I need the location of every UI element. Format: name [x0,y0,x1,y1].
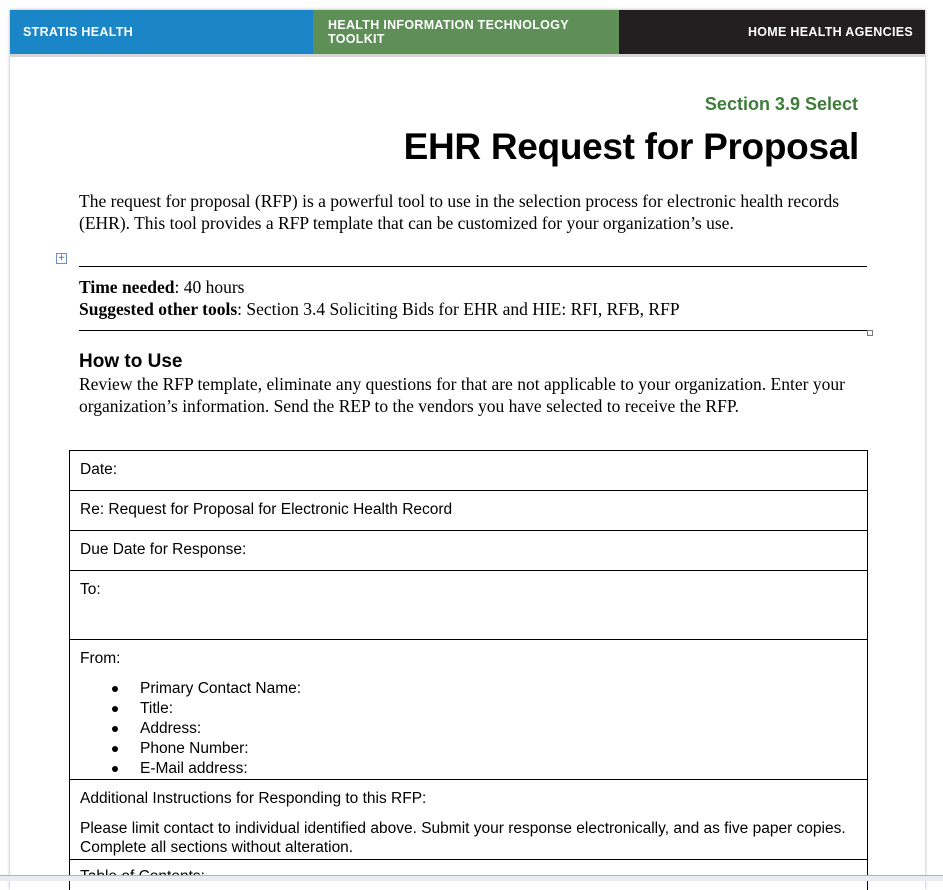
due-date-cell[interactable]: Due Date for Response: [70,531,868,571]
banner-home-health: HOME HEALTH AGENCIES [619,10,925,54]
intro-paragraph: The request for proposal (RFP) is a powerful tool to use in the selection process for electronic health records (EHR). This tool provides a RFP template that can be customized for your organization’s use. [79,190,869,234]
re-cell[interactable]: Re: Request for Proposal for Electronic Health Record [70,491,868,531]
rfp-template-table [69,450,868,890]
window-bottom-edge [0,875,943,881]
to-cell[interactable]: To: [70,571,868,640]
time-needed [79,276,869,298]
from-cell[interactable] [70,640,868,780]
document-page [10,10,925,890]
list-item: Primary Contact Name: [140,679,867,699]
divider [79,266,867,267]
list-item: Phone Number: [140,739,867,759]
instructions-body: Please limit contact to individual identified above. Submit your response electronically, and as five paper copies. Complete all sections without alteration. [80,819,867,857]
banner-toolkit: HEALTH INFORMATION TECHNOLOGY TOOLKIT [313,10,619,54]
banner-stratis-health: STRATIS HEALTH [10,10,313,54]
time-needed-label: Time needed [79,277,174,297]
section-label: Section 3.9 Select [705,94,858,115]
table-resize-handle[interactable] [867,330,873,336]
header-banner [10,10,925,54]
meta-block [79,276,869,320]
how-to-use-heading: How to Use [79,351,182,373]
table-move-handle-icon[interactable]: + [56,253,67,264]
time-needed-value: : 40 hours [174,277,244,297]
suggested-tools-value: : Section 3.4 Soliciting Bids for EHR and HIE: RFI, RFB, RFP [237,299,679,319]
how-to-use-body: Review the RFP template, eliminate any questions for that are not applicable to your organization. Enter your organization’s information. Send the REP to the vendors you have selected to receive the RFP. [79,373,869,417]
banner-shadow [10,54,925,57]
from-label: From: [80,649,867,669]
instructions-title: Additional Instructions for Responding to this RFP: [80,789,867,809]
date-cell[interactable]: Date: [70,451,868,491]
instructions-cell[interactable] [70,780,868,860]
suggested-tools [79,298,869,320]
suggested-tools-label: Suggested other tools [79,299,237,319]
list-item: E-Mail address: [140,759,867,779]
list-item: Address: [140,719,867,739]
page-title: EHR Request for Proposal [404,126,859,168]
divider [79,330,869,331]
list-item: Title: [140,699,867,719]
from-contact-list [80,679,867,779]
